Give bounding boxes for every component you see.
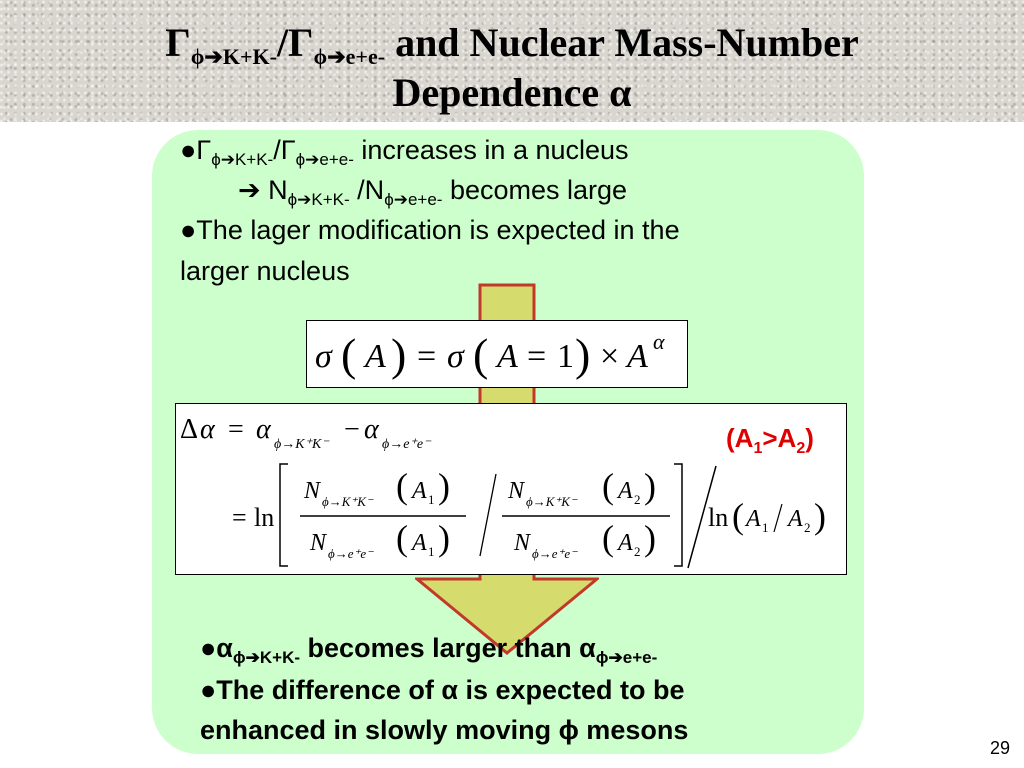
svg-text:A: A bbox=[788, 506, 803, 532]
svg-text:A: A bbox=[365, 338, 386, 375]
slide-title-line2: Dependence α bbox=[392, 70, 632, 115]
svg-text:): ) bbox=[575, 329, 591, 380]
title-bar bbox=[0, 0, 1024, 122]
svg-text:=: = bbox=[417, 338, 437, 375]
svg-text:(: ( bbox=[602, 518, 614, 558]
svg-text:): ) bbox=[644, 518, 656, 558]
svg-text:2: 2 bbox=[634, 492, 641, 507]
svg-text:A: A bbox=[412, 478, 427, 504]
svg-text:ϕ→e⁺e⁻: ϕ→e⁺e⁻ bbox=[382, 437, 431, 452]
svg-text:ln: ln bbox=[708, 503, 729, 532]
svg-text:ϕ→e⁺e⁻: ϕ→e⁺e⁻ bbox=[532, 546, 577, 561]
equation-sigma bbox=[307, 321, 687, 387]
svg-text:=: = bbox=[228, 414, 244, 445]
svg-text:N: N bbox=[508, 478, 525, 504]
svg-text:2: 2 bbox=[634, 544, 641, 559]
svg-text:A: A bbox=[746, 506, 761, 532]
svg-text:(: ( bbox=[396, 466, 408, 506]
svg-text:N: N bbox=[304, 478, 321, 504]
svg-text:ϕ→K⁺K⁻: ϕ→K⁺K⁻ bbox=[322, 494, 373, 509]
bullet-n-ratio-large: ➔ $N_{\phi➔K+K-}$ $/N_{\phi➔e+e-}$ becomes large bbox=[238, 175, 628, 209]
condition-a1-gt-a2: $(A_1>A_2)$ bbox=[726, 423, 814, 457]
svg-text:ϕ→e⁺e⁻: ϕ→e⁺e⁻ bbox=[328, 546, 373, 561]
svg-text:ϕ→K⁺K⁻: ϕ→K⁺K⁻ bbox=[526, 494, 577, 509]
svg-text:α: α bbox=[653, 329, 665, 354]
svg-text:N: N bbox=[310, 530, 327, 556]
title-sub-kk: ϕ➔K+K- bbox=[190, 44, 277, 69]
svg-text:=: = bbox=[232, 503, 247, 532]
svg-text:(: ( bbox=[473, 329, 489, 380]
title-sub-ee: ϕ➔e+e- bbox=[313, 44, 386, 69]
svg-text:=: = bbox=[527, 338, 547, 375]
svg-text:(: ( bbox=[396, 518, 408, 558]
svg-text:): ) bbox=[814, 496, 826, 536]
svg-text:−: − bbox=[344, 414, 360, 445]
svg-text:2: 2 bbox=[804, 520, 811, 535]
svg-text:A: A bbox=[627, 338, 648, 375]
svg-text:): ) bbox=[438, 518, 450, 558]
svg-text:1: 1 bbox=[428, 544, 435, 559]
svg-text:σ: σ bbox=[315, 338, 332, 375]
bullet-larger-modification: ●The lager modification is expected in the bbox=[180, 215, 680, 245]
bullet-slow-phi: enhanced in slowly moving ϕ mesons bbox=[200, 715, 689, 745]
bullet-larger-nucleus: larger nucleus bbox=[180, 256, 350, 286]
svg-text:N: N bbox=[514, 530, 531, 556]
title-rest: and Nuclear Mass-Number bbox=[385, 20, 859, 65]
svg-text:A: A bbox=[497, 338, 518, 375]
svg-text:σ: σ bbox=[447, 338, 464, 375]
title-gamma: Γ bbox=[165, 20, 191, 65]
svg-text:1: 1 bbox=[428, 492, 435, 507]
bullet-alpha-larger: $●\alpha_{\phi➔K+K-}$ becomes larger than $\alpha_{\phi➔e+e-}$ bbox=[200, 633, 658, 667]
svg-text:ln: ln bbox=[254, 503, 275, 532]
svg-text:A: A bbox=[412, 530, 427, 556]
svg-text:(: ( bbox=[732, 496, 744, 536]
svg-text:α: α bbox=[200, 414, 215, 445]
svg-text:ϕ→K⁺K⁻: ϕ→K⁺K⁻ bbox=[274, 437, 329, 452]
svg-text:A: A bbox=[618, 478, 633, 504]
svg-text:1: 1 bbox=[762, 520, 769, 535]
title-slash-gamma: /Γ bbox=[276, 20, 314, 65]
equation-sigma-box bbox=[306, 320, 688, 388]
svg-text:(: ( bbox=[602, 466, 614, 506]
bullet-ratio-increases: $●\Gamma_{\phi➔K+K-}/\Gamma_{\phi➔e+e-}$ increases in a nucleus bbox=[180, 135, 629, 169]
svg-text:α: α bbox=[364, 414, 379, 445]
svg-text:): ) bbox=[438, 466, 450, 506]
svg-text:α: α bbox=[256, 414, 271, 445]
page-number: 29 bbox=[990, 738, 1011, 758]
svg-text:×: × bbox=[600, 338, 620, 375]
svg-text:1: 1 bbox=[557, 338, 574, 375]
svg-text:Δ: Δ bbox=[180, 414, 199, 445]
svg-text:): ) bbox=[391, 329, 407, 380]
svg-text:A: A bbox=[618, 530, 633, 556]
bullet-difference-alpha: ●The difference of α is expected to be bbox=[200, 675, 685, 705]
svg-text:(: ( bbox=[341, 329, 357, 380]
svg-text:): ) bbox=[644, 466, 656, 506]
